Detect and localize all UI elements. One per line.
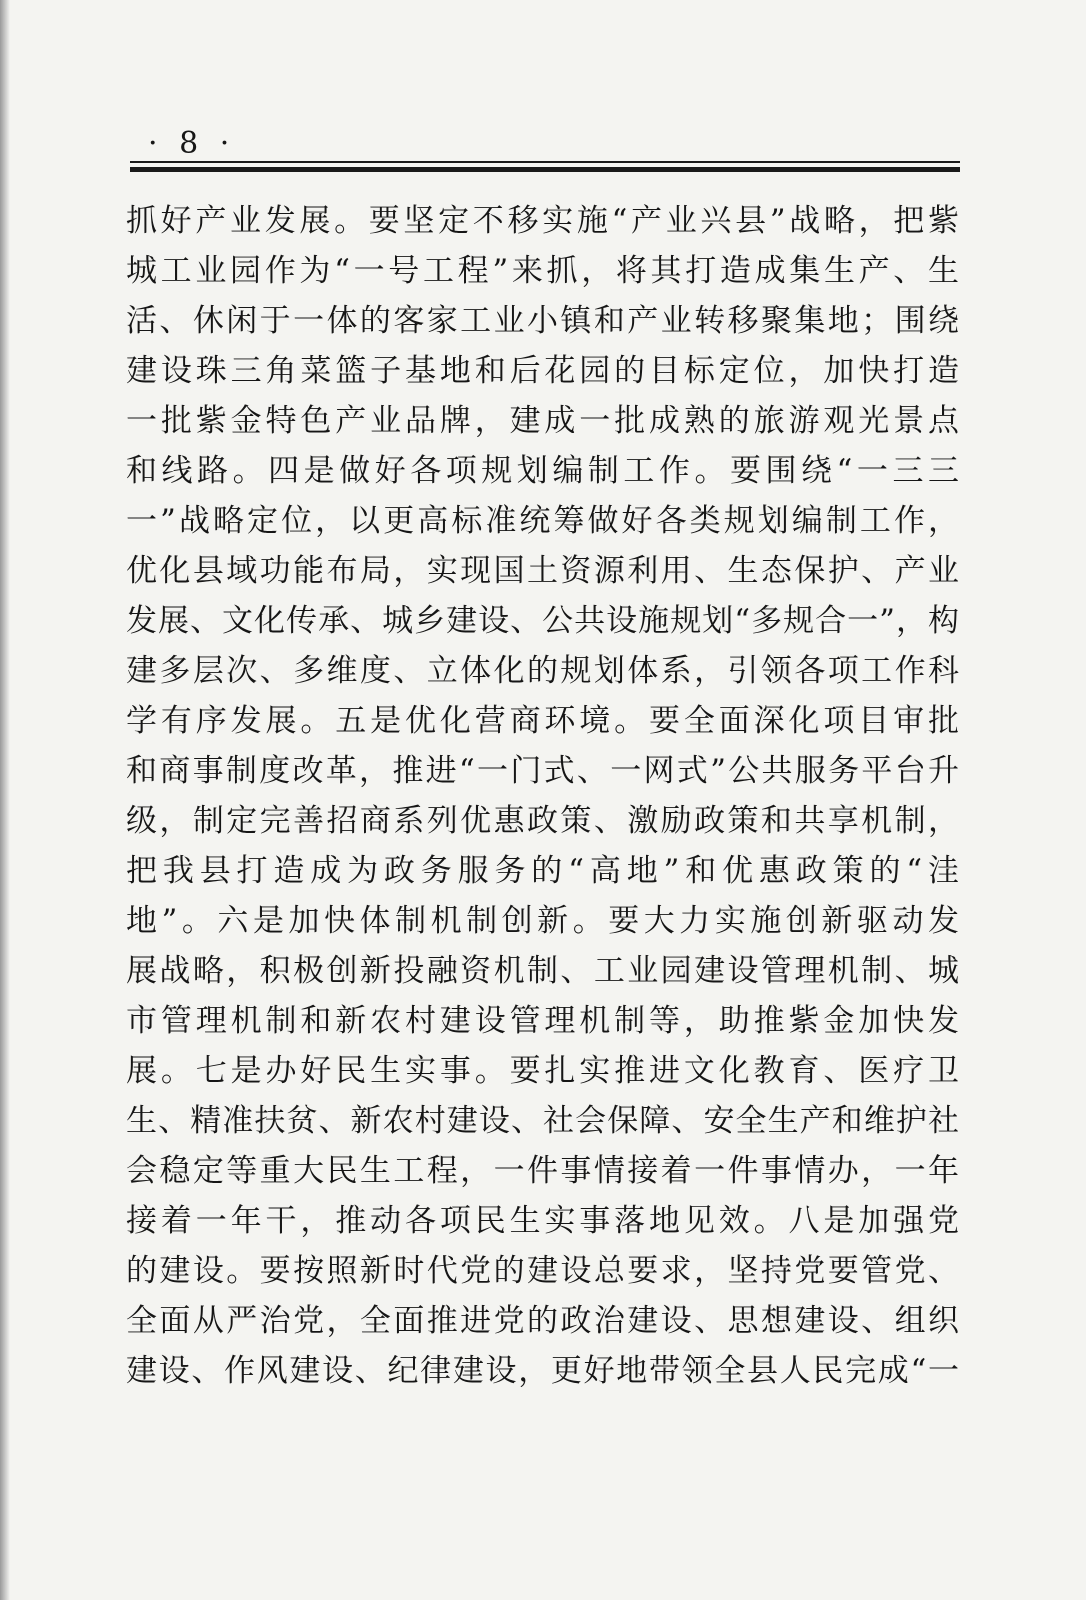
page-number: · 8 · — [148, 126, 236, 161]
header-rule-thick — [130, 167, 960, 172]
text-line: 把我县打造成为政务服务的“高地”和优惠政策的“洼 — [126, 853, 960, 889]
body-text — [126, 196, 960, 1396]
text-line: 市管理机制和新农村建设管理机制等，助推紫金加快发 — [126, 1003, 960, 1039]
text-line: 建设、作风建设、纪律建设，更好地带领全县人民完成“一 — [126, 1353, 960, 1389]
text-line: 城工业园作为“一号工程”来抓，将其打造成集生产、生 — [126, 253, 960, 289]
text-line: 建多层次、多维度、立体化的规划体系，引领各项工作科 — [126, 653, 960, 689]
text-line: 展。七是办好民生实事。要扎实推进文化教育、医疗卫 — [126, 1053, 960, 1089]
text-line: 一批紫金特色产业品牌，建成一批成熟的旅游观光景点 — [126, 403, 960, 439]
text-line: 优化县域功能布局，实现国土资源利用、生态保护、产业 — [126, 553, 960, 589]
text-line: 全面从严治党，全面推进党的政治建设、思想建设、组织 — [126, 1303, 960, 1339]
text-line: 建设珠三角菜篮子基地和后花园的目标定位，加快打造 — [126, 353, 960, 389]
text-line: 接着一年干，推动各项民生实事落地见效。八是加强党 — [126, 1203, 960, 1239]
header-rule-thin — [130, 161, 960, 163]
text-line: 发展、文化传承、城乡建设、公共设施规划“多规合一”，构 — [126, 603, 960, 639]
text-line: 生、精准扶贫、新农村建设、社会保障、安全生产和维护社 — [126, 1103, 960, 1139]
text-line: 的建设。要按照新时代党的建设总要求，坚持党要管党、 — [126, 1253, 960, 1289]
text-line: 会稳定等重大民生工程，一件事情接着一件事情办，一年 — [126, 1153, 960, 1189]
text-line: 展战略，积极创新投融资机制、工业园建设管理机制、城 — [126, 953, 960, 989]
page-header — [130, 118, 960, 188]
text-line: 学有序发展。五是优化营商环境。要全面深化项目审批 — [126, 703, 960, 739]
text-line: 活、休闲于一体的客家工业小镇和产业转移聚集地；围绕 — [126, 303, 960, 339]
text-line: 地”。六是加快体制机制创新。要大力实施创新驱动发 — [126, 903, 960, 939]
text-line: 和商事制度改革，推进“一门式、一网式”公共服务平台升 — [126, 753, 960, 789]
text-line: 一”战略定位，以更高标准统筹做好各类规划编制工作， — [126, 503, 960, 539]
text-line: 抓好产业发展。要坚定不移实施“产业兴县”战略，把紫 — [126, 203, 960, 239]
text-line: 级，制定完善招商系列优惠政策、激励政策和共享机制， — [126, 803, 960, 839]
text-line: 和线路。四是做好各项规划编制工作。要围绕“一三三 — [126, 453, 960, 489]
scan-edge-shadow — [0, 0, 10, 1600]
